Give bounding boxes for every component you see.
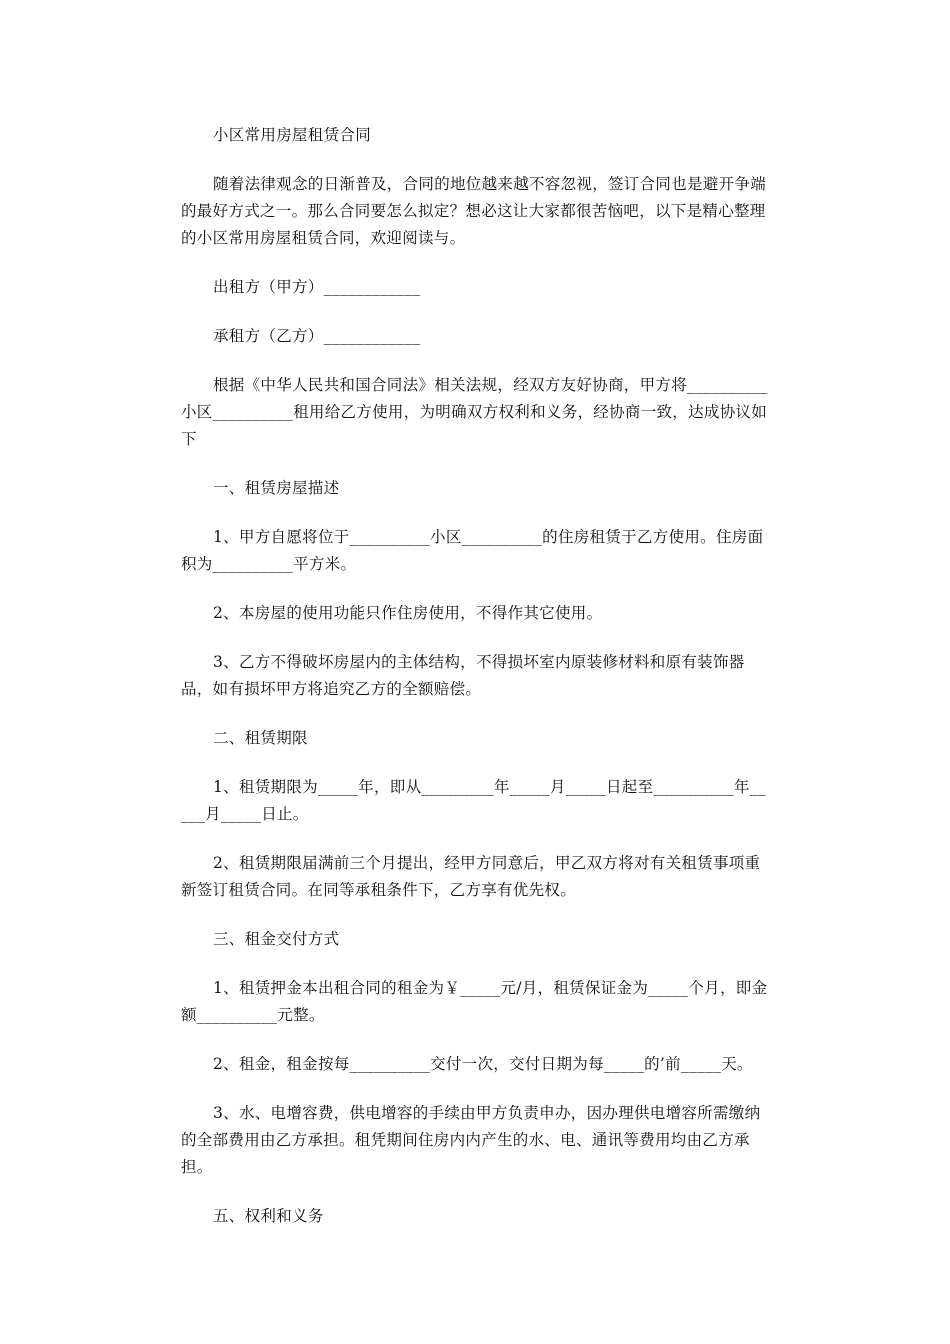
- party-a-line: 出租方（甲方）____________: [213, 278, 421, 296]
- clause-paragraph: 2、租赁期限届满前三个月提出，经甲方同意后，甲乙双方将对有关租赁事项重新签订租赁合同。在同等承租条件下，乙方享有优先权。: [181, 854, 761, 899]
- party-b-line: 承租方（乙方）____________: [213, 327, 421, 345]
- clause-paragraph: 1、租赁押金本出租合同的租金为￥_____元/月，租赁保证金为_____个月，即金额__________元整。: [181, 979, 768, 1024]
- section-heading: 一、租赁房屋描述: [213, 479, 340, 497]
- intro-paragraph: 随着法律观念的日渐普及，合同的地位越来越不容忽视，签订合同也是避开争端的最好方式之一。那么合同要怎么拟定？想必这让大家都很苦恼吧，以下是精心整理的小区常用房屋租赁合同，欢迎阅读与。: [181, 175, 767, 247]
- preamble-paragraph: 根据《中华人民共和国合同法》相关法规，经双方友好协商，甲方将__________小区__________租用给乙方使用，为明确双方权利和义务，经协商一致，达成协议如下: [181, 376, 768, 448]
- clause-paragraph: 3、水、电增容费，供电增容的手续由甲方负责申办，因办理供电增容所需缴纳的全部费用由乙方承担。租凭期间住房内内产生的水、电、通讯等费用均由乙方承担。: [181, 1104, 761, 1176]
- clause-paragraph: 1、租赁期限为_____年，即从_________年_____月_____日起至__________年_____月_____日止。: [181, 778, 766, 823]
- clause-paragraph: 1、甲方自愿将位于__________小区__________的住房租赁于乙方使用。住房面积为__________平方米。: [181, 528, 764, 573]
- section-heading: 二、租赁期限: [213, 729, 308, 747]
- document-title: 小区常用房屋租赁合同: [213, 126, 372, 144]
- section-heading: 三、租金交付方式: [213, 930, 340, 948]
- clause-paragraph: 2、租金，租金按每__________交付一次，交付日期为每_____的’前_____天。: [213, 1055, 753, 1073]
- clause-paragraph: 3、乙方不得破坏房屋内的主体结构，不得损坏室内原装修材料和原有装饰器品，如有损坏甲方将追究乙方的全额赔偿。: [181, 653, 745, 698]
- clause-paragraph: 2、本房屋的使用功能只作住房使用，不得作其它使用。: [213, 604, 603, 622]
- document-page: [181, 122, 773, 1230]
- section-heading: 五、权利和义务: [213, 1207, 324, 1225]
